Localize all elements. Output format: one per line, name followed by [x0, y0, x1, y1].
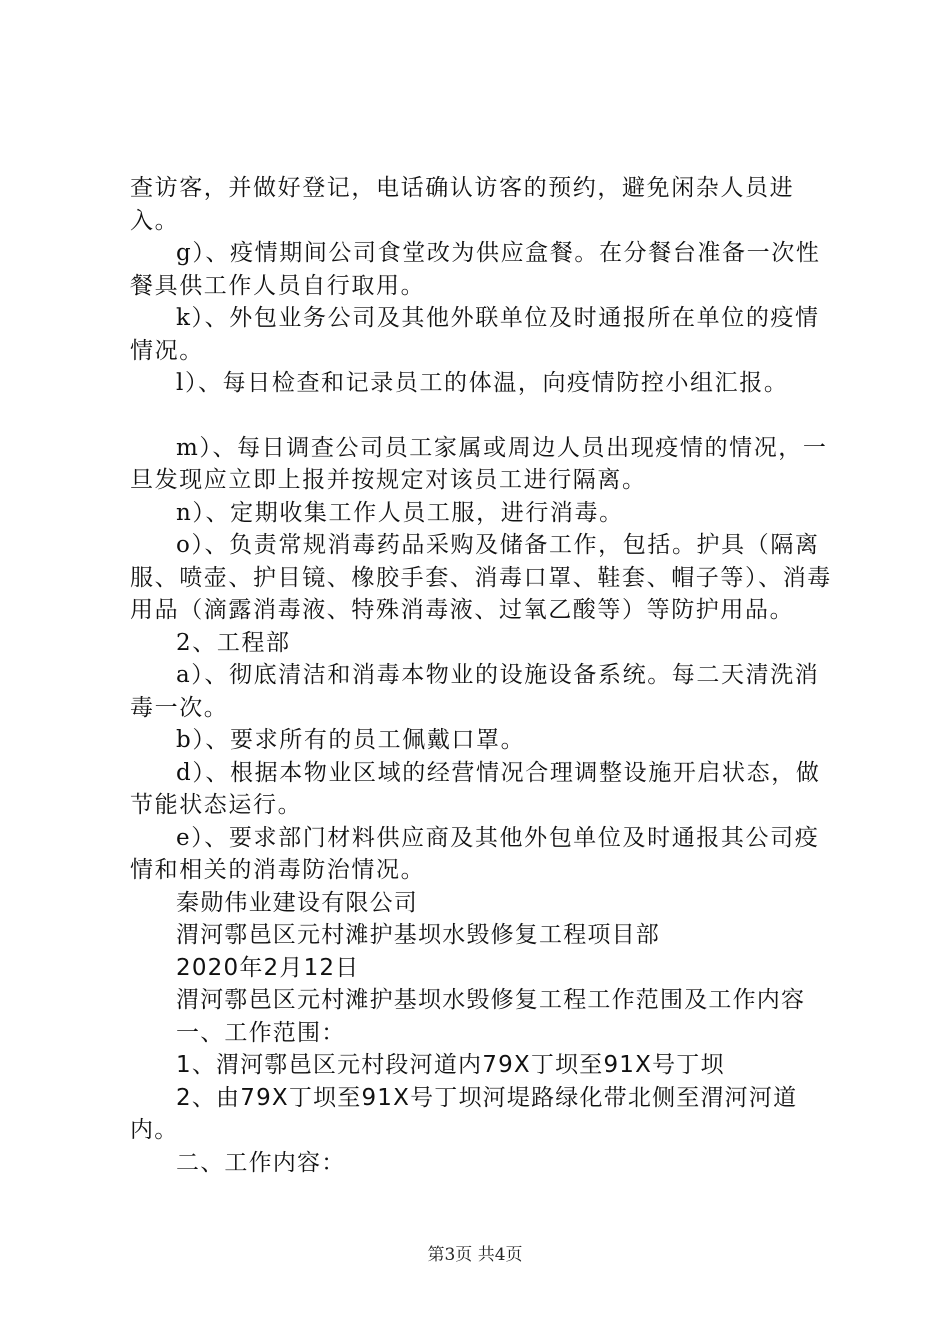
paragraph-item-n: n）、定期收集工作人员工服，进行消毒。 — [176, 499, 624, 526]
project-department: 渭河鄠邑区元村滩护基坝水毁修复工程项目部 — [176, 922, 660, 948]
company-name: 秦勋伟业建设有限公司 — [176, 889, 418, 916]
paragraph-visitor-check: 查访客，并做好登记，电话确认访客的预约，避免闲杂人员进入。 — [130, 175, 795, 234]
scope-item-1: 1、渭河鄠邑区元村段河道内79X丁坝至91X号丁坝 — [176, 1052, 725, 1078]
paragraph-item-m: m）、每日调查公司员工家属或周边人员出现疫情的情况，一旦发现应立即上报并按规定对该员工进行隔离。 — [130, 434, 828, 493]
paragraph-item-k: k）、外包业务公司及其他外联单位及时通报所在单位的疫情情况。 — [130, 305, 820, 364]
paragraph-item-g: g）、疫情期间公司食堂改为供应盒餐。在分餐台准备一次性餐具供工作人员自行取用。 — [130, 240, 821, 299]
paragraph-item-b: b）、要求所有的员工佩戴口罩。 — [176, 727, 526, 753]
paragraph-item-o: o）、负责常规消毒药品采购及储备工作，包括。护具（隔离服、喷壶、护目镜、橡胶手套、消毒口罩、鞋套、帽子等）、消毒用品（滴露消毒液、特殊消毒液、过氧乙酸等）等防护用品。 — [130, 532, 832, 623]
heading-work-content: 二、工作内容： — [176, 1149, 346, 1176]
section-heading-engineering: 2、工程部 — [176, 629, 291, 656]
paragraph-item-l: l）、每日检查和记录员工的体温，向疫情防控小组汇报。 — [176, 370, 789, 396]
paragraph-item-d: d）、根据本物业区域的经营情况合理调整设施开启状态，做节能状态运行。 — [130, 759, 821, 818]
paragraph-item-a: a）、彻底清洁和消毒本物业的设施设备系统。每二天清洗消毒一次。 — [130, 662, 820, 721]
paragraph-item-e: e）、要求部门材料供应商及其他外包单位及时通报其公司疫情和相关的消毒防治情况。 — [130, 824, 820, 883]
document-date: 2020年2月12日 — [176, 954, 360, 981]
scope-item-2: 2、由79X丁坝至91X号丁坝河堤路绿化带北侧至渭河河道内。 — [130, 1084, 798, 1143]
heading-work-scope: 一、工作范围： — [176, 1019, 346, 1046]
section-title-scope: 渭河鄠邑区元村滩护基坝水毁修复工程工作范围及工作内容 — [176, 987, 806, 1013]
page-number-footer: 第3页 共4页 — [427, 1245, 523, 1265]
document-body — [130, 172, 840, 1179]
